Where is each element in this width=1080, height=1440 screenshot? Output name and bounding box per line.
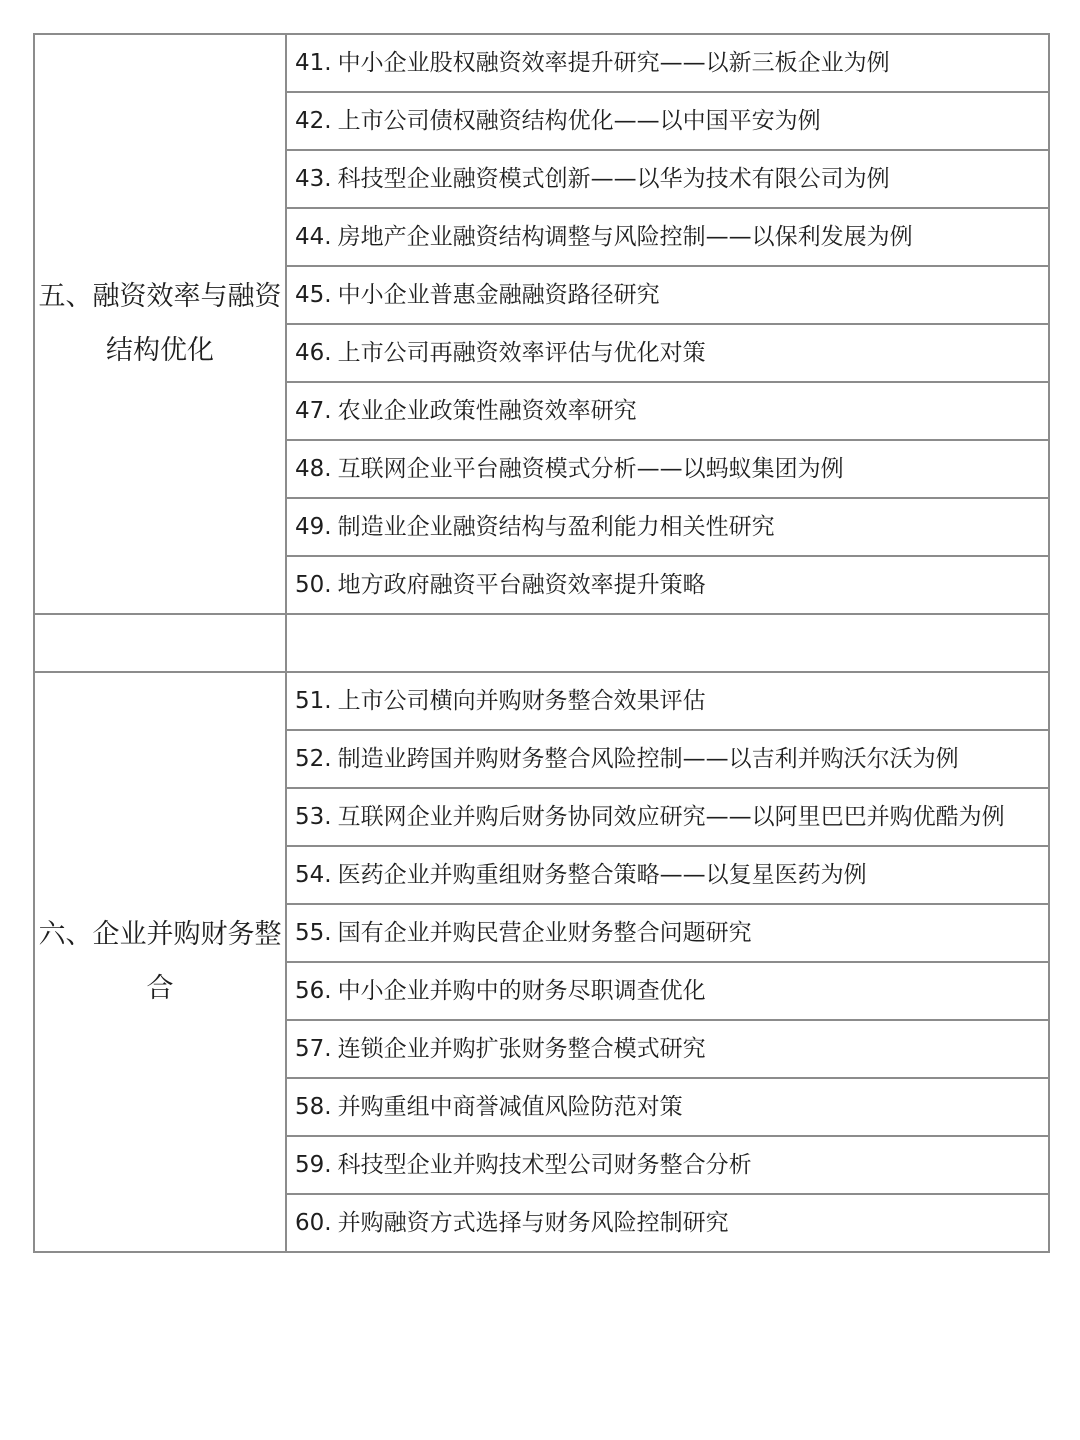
topic-item xyxy=(295,267,1042,323)
topic-number: 45. xyxy=(295,282,332,308)
topic-title: 互联网企业平台融资模式分析——以蚂蚁集团为例 xyxy=(337,456,844,482)
topic-cell xyxy=(286,1078,1049,1136)
topic-table-body xyxy=(34,34,1049,1252)
topic-item xyxy=(295,905,1042,961)
table-row xyxy=(34,672,1049,730)
topic-cell xyxy=(286,498,1049,556)
topic-item xyxy=(295,1137,1042,1193)
topic-title: 地方政府融资平台融资效率提升策略 xyxy=(337,572,706,598)
topic-title: 上市公司债权融资结构优化——以中国平安为例 xyxy=(337,108,821,134)
topic-cell xyxy=(286,150,1049,208)
topic-number: 54. xyxy=(295,862,332,888)
topic-number: 41. xyxy=(295,50,332,76)
category-cell xyxy=(34,34,286,614)
topic-cell xyxy=(286,730,1049,788)
topic-title: 中小企业普惠金融融资路径研究 xyxy=(337,282,660,308)
topic-item xyxy=(295,557,1042,613)
topic-number: 42. xyxy=(295,108,332,134)
topic-number: 51. xyxy=(295,688,332,714)
topic-item xyxy=(295,731,1042,787)
topic-item xyxy=(295,963,1042,1019)
topic-title: 上市公司横向并购财务整合效果评估 xyxy=(337,688,706,714)
topic-title: 并购融资方式选择与财务风险控制研究 xyxy=(337,1210,729,1236)
spacer-cell xyxy=(286,614,1049,672)
topic-item xyxy=(295,93,1042,149)
topic-number: 49. xyxy=(295,514,332,540)
topic-number: 60. xyxy=(295,1210,332,1236)
topic-title: 国有企业并购民营企业财务整合问题研究 xyxy=(337,920,752,946)
topic-cell xyxy=(286,208,1049,266)
topic-item xyxy=(295,441,1042,497)
topic-cell xyxy=(286,556,1049,614)
topic-item xyxy=(295,383,1042,439)
topic-number: 43. xyxy=(295,166,332,192)
topic-item xyxy=(295,1079,1042,1135)
section-spacer-row xyxy=(34,614,1049,672)
category-label: 六、企业并购财务整合 xyxy=(38,919,282,1004)
topic-item xyxy=(295,151,1042,207)
table-row xyxy=(34,34,1049,92)
topic-cell xyxy=(286,266,1049,324)
topic-number: 47. xyxy=(295,398,332,424)
topic-table xyxy=(33,33,1050,1253)
topic-cell xyxy=(286,1020,1049,1078)
topic-title: 并购重组中商誉减值风险防范对策 xyxy=(337,1094,683,1120)
category-label: 五、融资效率与融资结构优化 xyxy=(38,281,282,366)
topic-title: 科技型企业融资模式创新——以华为技术有限公司为例 xyxy=(337,166,890,192)
topic-cell xyxy=(286,34,1049,92)
topic-item xyxy=(295,325,1042,381)
topic-number: 50. xyxy=(295,572,332,598)
topic-cell xyxy=(286,92,1049,150)
topic-title: 中小企业股权融资效率提升研究——以新三板企业为例 xyxy=(337,50,890,76)
topic-title: 农业企业政策性融资效率研究 xyxy=(337,398,637,424)
topic-item xyxy=(295,499,1042,555)
topic-title: 连锁企业并购扩张财务整合模式研究 xyxy=(337,1036,706,1062)
topic-title: 制造业跨国并购财务整合风险控制——以吉利并购沃尔沃为例 xyxy=(337,746,959,772)
topic-number: 53. xyxy=(295,804,332,830)
topic-item xyxy=(295,209,1042,265)
topic-title: 制造业企业融资结构与盈利能力相关性研究 xyxy=(337,514,775,540)
topic-cell xyxy=(286,962,1049,1020)
topic-number: 58. xyxy=(295,1094,332,1120)
topic-cell xyxy=(286,324,1049,382)
topic-cell xyxy=(286,904,1049,962)
topic-cell xyxy=(286,788,1049,846)
category-cell xyxy=(34,672,286,1252)
topic-cell xyxy=(286,846,1049,904)
topic-number: 57. xyxy=(295,1036,332,1062)
topic-title: 房地产企业融资结构调整与风险控制——以保利发展为例 xyxy=(337,224,913,250)
topic-item xyxy=(295,673,1042,729)
topic-item xyxy=(295,847,1042,903)
topic-title: 中小企业并购中的财务尽职调查优化 xyxy=(337,978,706,1004)
topic-cell xyxy=(286,1194,1049,1252)
topic-item xyxy=(295,1195,1042,1251)
topic-number: 56. xyxy=(295,978,332,1004)
topic-number: 46. xyxy=(295,340,332,366)
topic-number: 55. xyxy=(295,920,332,946)
topic-title: 上市公司再融资效率评估与优化对策 xyxy=(337,340,706,366)
topic-title: 科技型企业并购技术型公司财务整合分析 xyxy=(337,1152,752,1178)
topic-title: 医药企业并购重组财务整合策略——以复星医药为例 xyxy=(337,862,867,888)
topic-number: 48. xyxy=(295,456,332,482)
spacer-cell xyxy=(34,614,286,672)
topic-number: 44. xyxy=(295,224,332,250)
topic-cell xyxy=(286,672,1049,730)
topic-item xyxy=(295,789,1042,845)
topic-title: 互联网企业并购后财务协同效应研究——以阿里巴巴并购优酷为例 xyxy=(337,804,1005,830)
topic-number: 52. xyxy=(295,746,332,772)
topic-cell xyxy=(286,440,1049,498)
topic-cell xyxy=(286,1136,1049,1194)
topic-item xyxy=(295,1021,1042,1077)
topic-cell xyxy=(286,382,1049,440)
topic-number: 59. xyxy=(295,1152,332,1178)
topic-item xyxy=(295,35,1042,91)
